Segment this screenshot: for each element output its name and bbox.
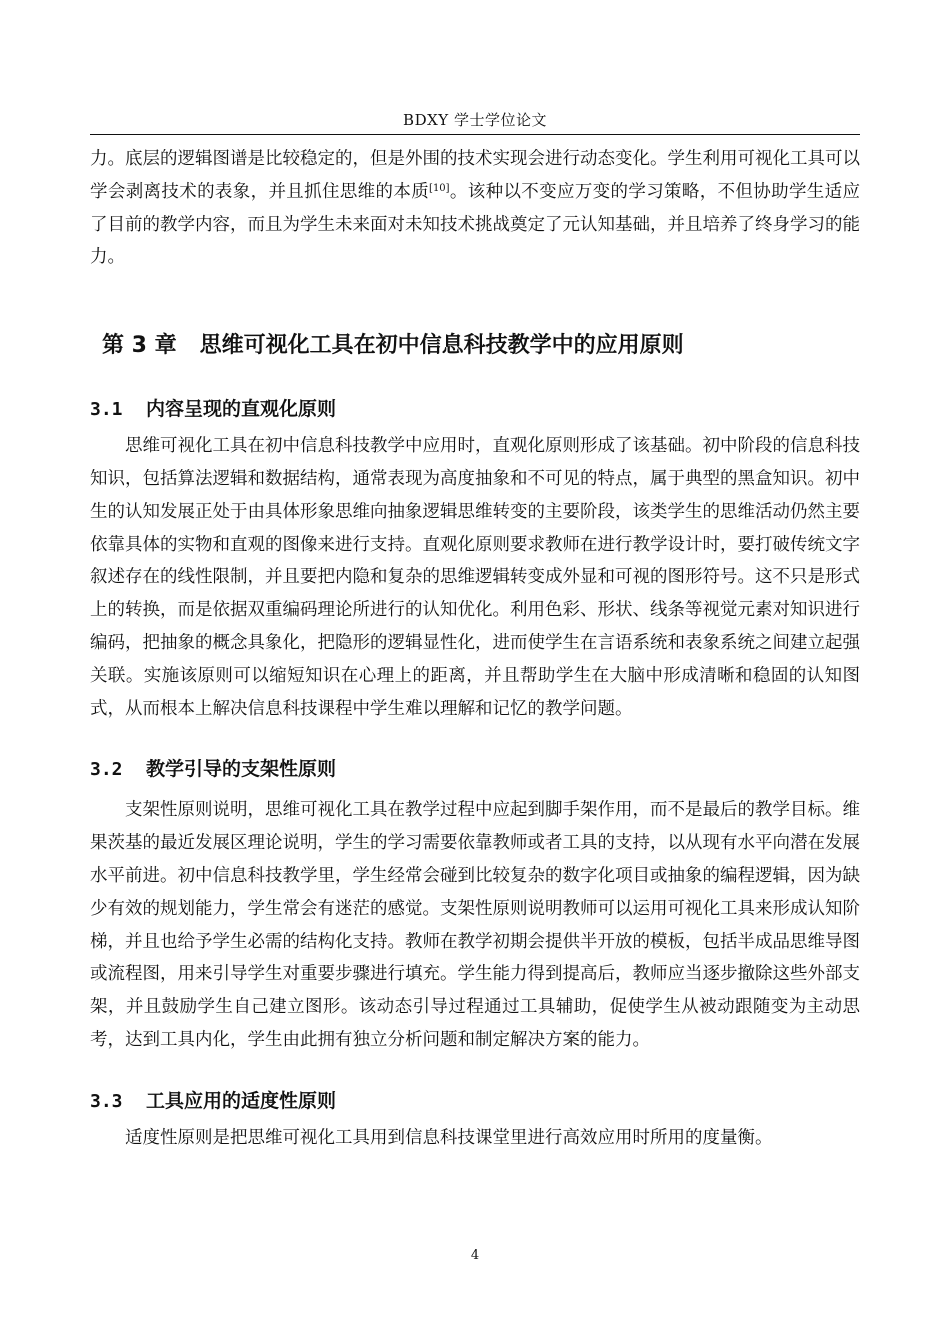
section-number: 3.1 <box>90 399 123 421</box>
section-body-3-3: 适度性原则是把思维可视化工具用到信息科技课堂里进行高效应用时所用的度量衡。 <box>125 1127 773 1148</box>
intro-text-after-citation: 。该种以不变应万变的学习策略，不但协助学生适应了目前的教学内容，而且为学生未来面对未知技术挑战奠定了元认知基础，并且培养了终身学习的能力。 <box>90 181 860 268</box>
section-heading-3-1 <box>90 395 860 424</box>
section-title: 教学引导的支架性原则 <box>146 758 337 781</box>
section-title: 工具应用的适度性原则 <box>146 1089 337 1112</box>
running-header: BDXY 学士学位论文 <box>403 111 547 129</box>
intro-text-before-citation: 力。底层的逻辑图谱是比较稳定的，但是外围的技术实现会进行动态变化。学生利用可视化工具可以学会剥离技术的表象，并且抓住思维的本质 <box>90 149 860 202</box>
page-content <box>90 140 860 1155</box>
intro-paragraph <box>90 143 860 274</box>
section-heading-3-3 <box>90 1087 860 1116</box>
citation-reference[interactable]: [10] <box>429 182 450 194</box>
chapter-number: 第 3 章 <box>102 333 177 359</box>
section-title: 内容呈现的直观化原则 <box>146 398 337 421</box>
section-number: 3.3 <box>90 1090 123 1112</box>
section-body-3-2: 支架性原则说明，思维可视化工具在教学过程中应起到脚手架作用，而不是最后的教学目标。维果茨基的最近发展区理论说明，学生的学习需要依靠教师或者工具的支持，以从现有水平向潜在发展水平前进。初中信息科技教学里，学生经常会碰到比较复杂的数字化项目或抽象的编程逻辑，因为缺少有效的规划能力，学生常会有迷茫的感觉。支架性原则说明教师可以运用可视化工具来形成认知阶梯，并且也给予学生必需的结构化支持。教师在教学初期会提供半开放的模板，包括半成品思维导图或流程图，用来引导学生对重要步骤进行填充。学生能力得到提高后，教师应当逐步撤除这些外部支架，并且鼓励学生自己建立图形。该动态引导过程通过工具辅助，促使学生从被动跟随变为主动思考，达到工具内化，学生由此拥有独立分析问题和制定解决方案的能力。 <box>90 800 860 1050</box>
page-number: 4 <box>470 1248 480 1263</box>
section-body-3-1: 思维可视化工具在初中信息科技教学中应用时，直观化原则形成了该基础。初中阶段的信息科技知识，包括算法逻辑和数据结构，通常表现为高度抽象和不可见的特点，属于典型的黑盒知识。初中生的认知发展正处于由具体形象思维向抽象逻辑思维转变的主要阶段，该类学生的思维活动仍然主要依靠具体的实物和直观的图像来进行支持。直观化原则要求教师在进行教学设计时，要打破传统文字叙述存在的线性限制，并且要把内隐和复杂的思维逻辑转变成外显和可视的图形符号。这不只是形式上的转换，而是依据双重编码理论所进行的认知优化。利用色彩、形状、线条等视觉元素对知识进行编码，把抽象的概念具象化，把隐形的逻辑显性化，进而使学生在言语系统和表象系统之间建立起强关联。实施该原则可以缩短知识在心理上的距离，并且帮助学生在大脑中形成清晰和稳固的认知图式，从而根本上解决信息科技课程中学生难以理解和记忆的教学问题。 <box>90 436 860 719</box>
section-number: 3.2 <box>90 759 123 781</box>
section-heading-3-2 <box>90 755 860 784</box>
chapter-title: 思维可视化工具在初中信息科技教学中的应用原则 <box>199 333 684 359</box>
header-rule <box>90 134 860 135</box>
chapter-heading <box>90 331 860 361</box>
